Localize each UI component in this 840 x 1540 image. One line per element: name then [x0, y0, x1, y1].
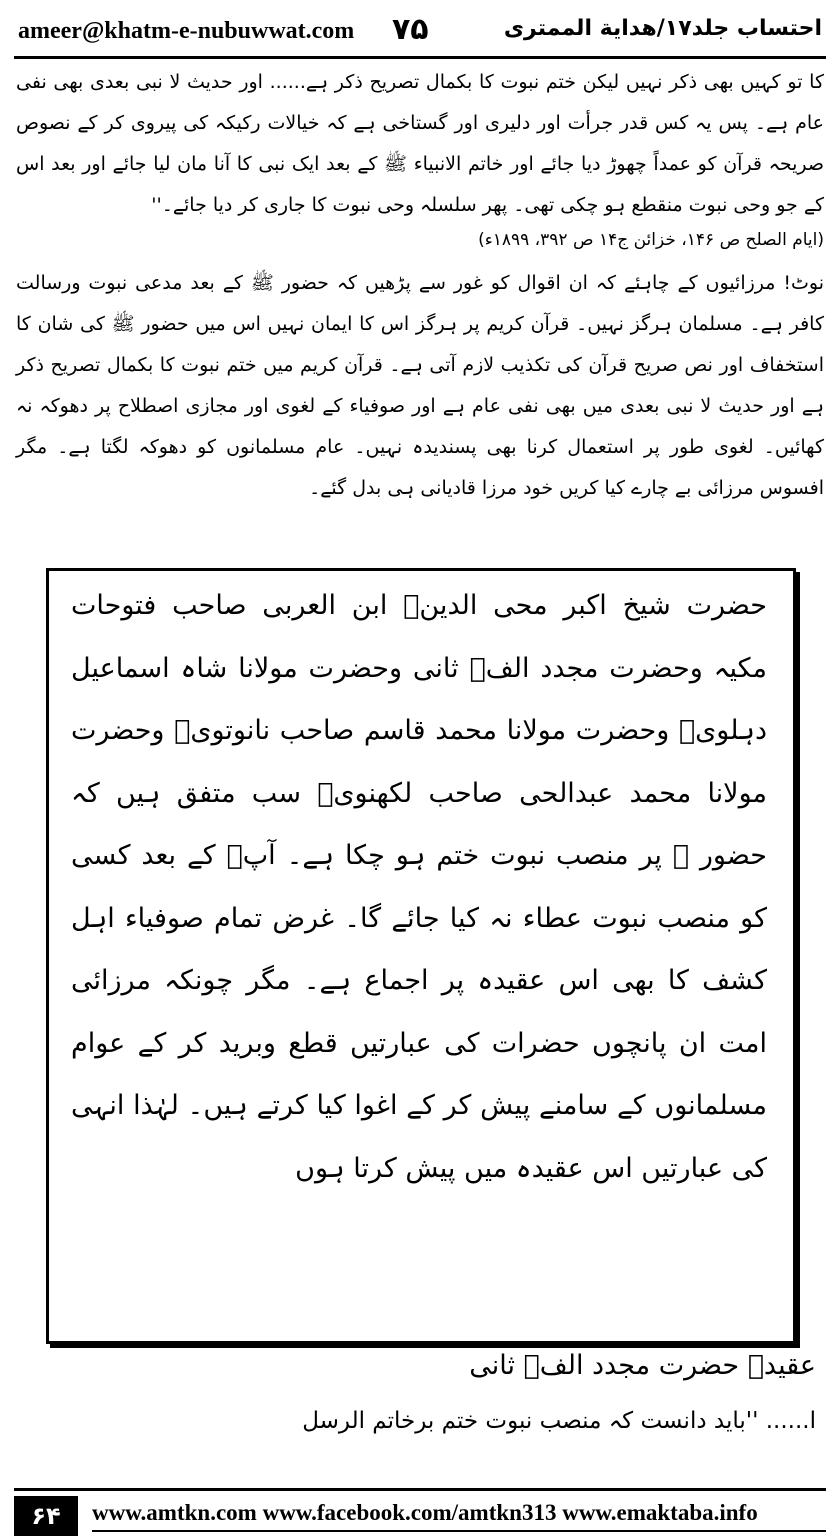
page-header — [14, 10, 826, 54]
footer-urls: www.amtkn.com www.facebook.com/amtkn313 www.emaktaba.info — [92, 1500, 758, 1525]
quote-line: ا...... ''باید دانست کہ منصب نبوت ختم برخاتم الرسل — [302, 1408, 816, 1434]
body-paragraph-1: کا تو کہیں بھی ذکر نہیں لیکن ختم نبوت کا بکمال تصریح ذکر ہے...... اور حدیث لا نبی بعدی بھی نفی عام ہے۔ پس یہ کس قدر جرأت اور دلیری اور گستاخی ہے کہ خیالات رکیکہ کی پیروی کر کے نصوص صریحہ قرآن کو عمداً چھوڑ دیا جائے اور خاتم الانبیاء ﷺ کے بعد ایک نبی کا آنا مان لیا جائے اور بعد اس کے جو وحی نبوت منقطع ہو چکی تھی۔ پھر سلسلہ وحی نبوت کا جاری کر دیا جائے۔'' — [16, 71, 824, 216]
page-footer — [14, 1496, 826, 1536]
body-paragraph-2: نوٹ! مرزائیوں کے چاہئے کہ ان اقوال کو غور سے پڑھیں کہ حضور ﷺ کے بعد مدعی نبوت ورسالت کافر ہے۔ مسلمان ہرگز نہیں۔ قرآن کریم پر ہرگز اس کا ایمان نہیں اس میں حضور ﷺ کی شان کا استخفاف اور نص صریح قرآن کی تکذیب لازم آتی ہے۔ قرآن کریم میں ختم نبوت کا بکمال تصریح ذکر ہے اور حدیث لا نبی بعدی میں بھی نفی عام ہے اور صوفیاء کے لغوی اور مجازی اصطلاح پر دھوکہ نہ کھائیں۔ لغوی طور پر استعمال کرنا بھی پسندیدہ نہیں۔ عام مسلمانوں کو دھوکہ لگتا ہے۔ مگر افسوس مرزائی بے چارے کیا کریں خود مرزا قادیانی ہی بدل گئے۔ — [16, 272, 824, 499]
highlight-box — [46, 568, 796, 1344]
header-rule — [14, 56, 826, 59]
header-email: ameer@khatm-e-nubuwwat.com — [18, 18, 355, 44]
footer-rule — [14, 1488, 826, 1491]
footer-underline — [92, 1530, 826, 1532]
citation: (ایام الصلح ص ۱۴۶، خزائن ج۱۴ ص ۳۹۲، ۱۸۹۹ء) — [478, 230, 824, 250]
header-book-title: احتساب جلد۱۷/هداية الممترى — [503, 16, 822, 41]
footer-page-number: ۶۴ — [14, 1496, 78, 1536]
header-page-number: ۷۵ — [392, 12, 429, 47]
section-subheading: عقیدہ حضرت مجدد الفؒ ثانی — [469, 1350, 816, 1381]
highlight-box-text: حضرت شیخ اکبر محی الدینؒ ابن العربی صاحب فتوحات مکیہ وحضرت مجدد الفؒ ثانی وحضرت مولانا شاہ اسماعیل دہلویؒ وحضرت مولانا محمد قاسم صاحب نانوتویؒ وحضرت مولانا محمد عبدالحی صاحب لکھنویؒ سب متفق ہیں کہ حضور ﷺ پر منصب نبوت ختم ہو چکا ہے۔ آپؐ کے بعد کسی کو منصب نبوت عطاء نہ کیا جائے گا۔ غرض تمام صوفیاء اہل کشف کا بھی اس عقیدہ پر اجماع ہے۔ مگر چونکہ مرزائی امت ان پانچوں حضرات کی عبارتیں قطع وبرید کر کے عوام مسلمانوں کے سامنے پیش کر کے اغوا کیا کرتے ہیں۔ لہٰذا انہی کی عبارتیں اس عقیدہ میں پیش کرتا ہوں — [71, 590, 767, 1184]
